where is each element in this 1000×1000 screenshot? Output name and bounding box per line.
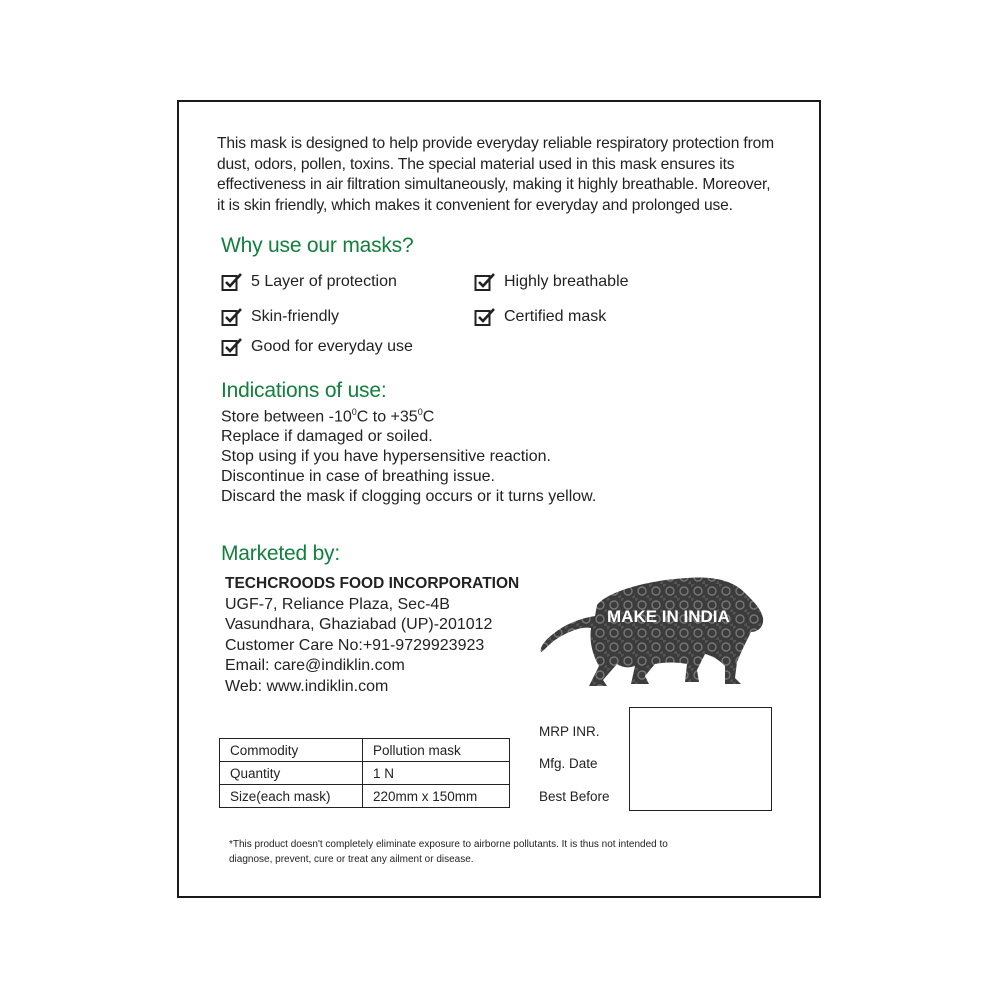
marketed-heading: Marketed by: xyxy=(221,542,340,565)
price-date-box xyxy=(629,707,772,811)
email: Email: care@indiklin.com xyxy=(225,657,405,674)
customer-care: Customer Care No:+91-9729923923 xyxy=(225,636,485,654)
best-before-label: Best Before xyxy=(539,789,610,804)
feature-label: Highly breathable xyxy=(504,273,629,290)
indication-line: Replace if damaged or soiled. xyxy=(221,428,433,446)
feature-label: Certified mask xyxy=(504,308,607,325)
feature-item xyxy=(221,307,339,327)
address-line-1: UGF-7, Reliance Plaza, Sec-4B xyxy=(225,595,450,613)
table-cell: 1 N xyxy=(363,762,510,785)
company-info xyxy=(225,574,519,697)
feature-label: 5 Layer of protection xyxy=(251,273,397,290)
checkbox-icon xyxy=(221,337,243,357)
table-row xyxy=(220,762,510,785)
table-cell: Pollution mask xyxy=(363,739,510,762)
logo-text: MAKE IN INDIA xyxy=(607,607,730,626)
table-cell: Quantity xyxy=(220,762,363,785)
feature-item xyxy=(474,272,629,292)
feature-item xyxy=(221,337,413,357)
feature-label: Good for everyday use xyxy=(251,338,413,355)
table-cell: Commodity xyxy=(220,739,363,762)
indication-line: Discard the mask if clogging occurs or it turns yellow. xyxy=(221,488,597,506)
checkbox-icon xyxy=(474,307,496,327)
checkbox-icon xyxy=(221,272,243,292)
indications-heading: Indications of use: xyxy=(221,379,387,402)
indication-line: Stop using if you have hypersensitive reaction. xyxy=(221,448,551,466)
address-line-2: Vasundhara, Ghaziabad (UP)-201012 xyxy=(225,616,493,633)
checkbox-icon xyxy=(474,272,496,292)
indication-line: Discontinue in case of breathing issue. xyxy=(221,468,495,486)
why-heading: Why use our masks? xyxy=(221,234,414,257)
feature-item xyxy=(474,307,606,327)
indications-list xyxy=(221,402,596,507)
mrp-label: MRP INR. xyxy=(539,724,600,739)
label-panel xyxy=(177,100,821,898)
make-in-india-lion-logo xyxy=(537,570,767,700)
indication-line-storage: Store between $-10^0C$ to $+35^0C$ xyxy=(221,407,435,426)
feature-item xyxy=(221,272,397,292)
spec-table xyxy=(219,738,510,808)
intro-paragraph: This mask is designed to help provide everyday reliable respiratory protection from dust, odors, pollen, toxins. The special material used in this mask ensures its effectiveness in air filtration simultaneously, making it highly breathable. Moreover, it is skin friendly, which makes it convenient for everyday and prolonged use. xyxy=(217,135,774,214)
table-cell: Size(each mask) xyxy=(220,785,363,808)
disclaimer: *This product doesn't completely eliminate exposure to airborne pollutants. It is thus not intended to diagnose, prevent, cure or treat any ailment or disease. xyxy=(229,839,668,865)
website: Web: www.indiklin.com xyxy=(225,677,389,695)
company-name: TECHCROODS FOOD INCORPORATION xyxy=(225,575,520,592)
feature-label: Skin-friendly xyxy=(251,308,340,325)
table-row xyxy=(220,785,510,808)
table-cell: 220mm x 150mm xyxy=(363,785,510,808)
checkbox-icon xyxy=(221,307,243,327)
table-row xyxy=(220,739,510,762)
mfg-date-label: Mfg. Date xyxy=(539,756,598,771)
